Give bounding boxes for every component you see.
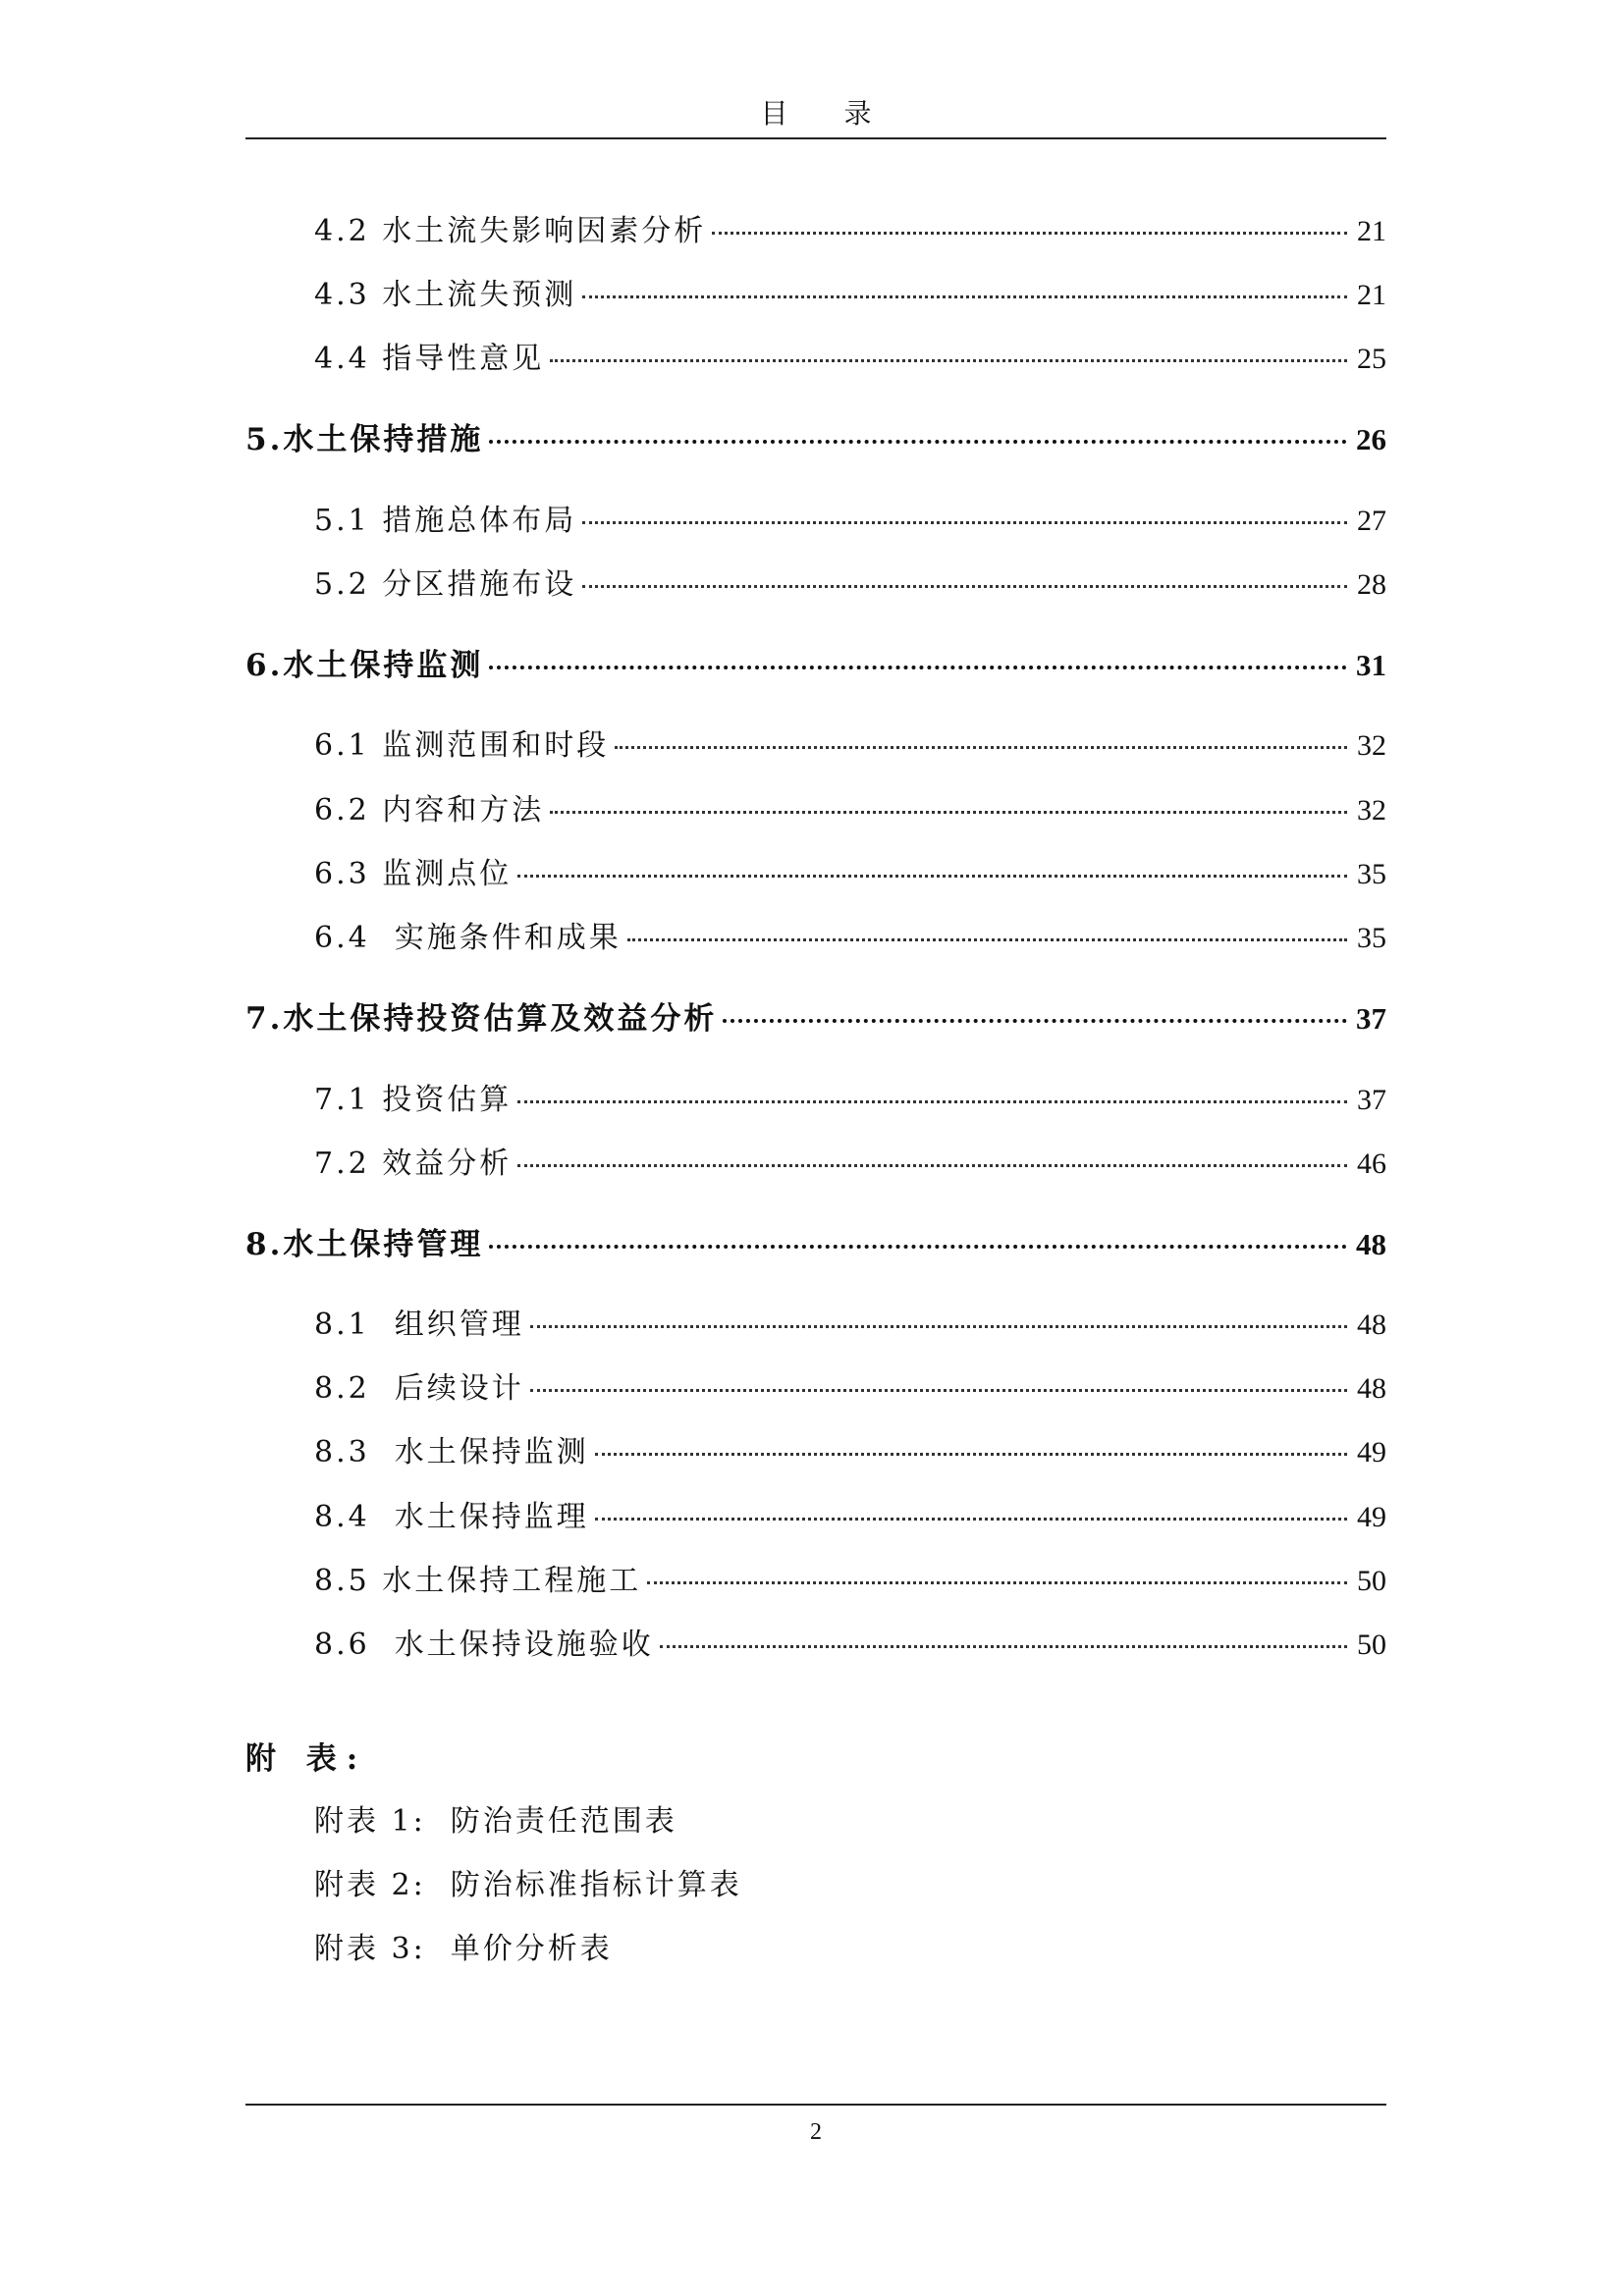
toc-entry[interactable] [314, 1369, 1386, 1409]
toc-entry-label: 7.1 投资估算 [314, 1083, 513, 1117]
toc-entry-label: 6.3 监测点位 [314, 857, 513, 891]
toc-chapter-page: 48 [1356, 1227, 1386, 1261]
toc-entry-page: 32 [1357, 729, 1386, 762]
toc-entry-page: 50 [1357, 1565, 1386, 1597]
toc-chapter[interactable] [245, 1225, 1386, 1264]
toc-entry-label: 6.2 内容和方法 [314, 793, 545, 828]
toc-chapter[interactable] [245, 420, 1386, 459]
dot-leader [723, 1019, 1347, 1023]
page-footer [245, 2104, 1386, 2146]
toc-chapter-label: 5.水土保持措施 [245, 422, 484, 457]
toc-entry[interactable] [314, 1081, 1386, 1120]
dot-leader [530, 1325, 1347, 1328]
toc-entry-page: 32 [1357, 794, 1386, 827]
toc-entry[interactable] [314, 1562, 1386, 1601]
dot-leader [582, 521, 1347, 524]
page-header [245, 90, 1386, 139]
dot-leader [595, 1453, 1347, 1456]
toc-entry-page: 28 [1357, 568, 1386, 601]
dot-leader [582, 585, 1347, 588]
dot-leader [582, 295, 1347, 298]
toc-entry-label: 6.1 监测范围和时段 [314, 728, 610, 763]
dot-leader [530, 1389, 1347, 1392]
appendix-item[interactable]: 附表 3: 单价分析表 [314, 1932, 613, 1966]
dot-leader [517, 1164, 1347, 1167]
toc-entry-label: 4.2 水土流失影响因素分析 [314, 214, 707, 248]
toc-entry[interactable] [314, 791, 1386, 830]
dot-leader [615, 746, 1347, 749]
dot-leader [517, 1100, 1347, 1103]
toc-entry-label: 8.5 水土保持工程施工 [314, 1564, 642, 1598]
toc-entry[interactable] [314, 919, 1386, 958]
toc-entry[interactable] [314, 340, 1386, 379]
toc-entry-page: 48 [1357, 1308, 1386, 1341]
toc-chapter[interactable] [245, 646, 1386, 685]
dot-leader [627, 938, 1347, 941]
toc-entry-page: 49 [1357, 1436, 1386, 1468]
toc-entry-label: 8.6 水土保持设施验收 [314, 1628, 654, 1662]
dot-leader [489, 1245, 1347, 1249]
toc-entry-label: 8.1 组织管理 [314, 1308, 524, 1342]
toc-chapter-label: 8.水土保持管理 [245, 1227, 484, 1262]
toc-entry-page: 21 [1357, 215, 1386, 247]
page-number: 2 [810, 2119, 822, 2145]
toc-entry-page: 35 [1357, 922, 1386, 954]
toc-entry-label: 8.2 后续设计 [314, 1371, 524, 1406]
toc-entry-label: 4.4 指导性意见 [314, 342, 545, 376]
toc-entry-page: 50 [1357, 1629, 1386, 1661]
toc-chapter-label: 6.水土保持监测 [245, 648, 484, 683]
dot-leader [660, 1645, 1347, 1648]
dot-leader [647, 1581, 1347, 1584]
appendix-title: 附 表: [245, 1741, 368, 1777]
dot-leader [489, 666, 1347, 669]
toc-entry-label: 7.2 效益分析 [314, 1147, 513, 1181]
toc-chapter-page: 26 [1356, 422, 1386, 456]
dot-leader [550, 811, 1347, 814]
toc-entry-page: 35 [1357, 858, 1386, 890]
toc-entry-label: 8.3 水土保持监测 [314, 1435, 589, 1469]
dot-leader [550, 359, 1347, 362]
toc-entry-label: 6.4 实施条件和成果 [314, 921, 622, 955]
toc-chapter-page: 37 [1356, 1001, 1386, 1036]
toc-entry[interactable] [314, 565, 1386, 605]
toc-entry-page: 46 [1357, 1148, 1386, 1180]
toc-entry[interactable] [314, 726, 1386, 766]
dot-leader [712, 232, 1347, 235]
toc-entry[interactable] [314, 1306, 1386, 1345]
toc-entry-page: 37 [1357, 1084, 1386, 1116]
dot-leader [517, 875, 1347, 878]
dot-leader [489, 440, 1347, 444]
appendix-item[interactable]: 附表 1: 防治责任范围表 [314, 1804, 677, 1839]
toc-chapter[interactable] [245, 999, 1386, 1039]
toc-entry-page: 21 [1357, 279, 1386, 311]
toc-entry-label: 8.4 水土保持监理 [314, 1500, 589, 1534]
toc-entry[interactable] [314, 502, 1386, 541]
toc-entry-page: 48 [1357, 1372, 1386, 1405]
toc-entry-page: 49 [1357, 1501, 1386, 1533]
toc-entry-label: 5.2 分区措施布设 [314, 567, 577, 602]
toc-chapter-label: 7.水土保持投资估算及效益分析 [245, 1001, 718, 1037]
toc-chapter-page: 31 [1356, 648, 1386, 682]
appendix-item[interactable]: 附表 2: 防治标准指标计算表 [314, 1868, 742, 1902]
toc-entry[interactable] [314, 1626, 1386, 1665]
toc-entry[interactable] [314, 212, 1386, 251]
toc-entry[interactable] [314, 1145, 1386, 1184]
toc-entry[interactable] [314, 1433, 1386, 1472]
toc-entry-label: 5.1 措施总体布局 [314, 504, 577, 538]
toc-entry[interactable] [314, 855, 1386, 894]
toc-entry-page: 25 [1357, 343, 1386, 375]
dot-leader [595, 1518, 1347, 1521]
toc-entry[interactable] [314, 276, 1386, 315]
header-title: 目 录 [760, 97, 895, 130]
toc-entry-label: 4.3 水土流失预测 [314, 278, 577, 312]
toc-entry[interactable] [314, 1498, 1386, 1537]
toc-entry-page: 27 [1357, 505, 1386, 537]
